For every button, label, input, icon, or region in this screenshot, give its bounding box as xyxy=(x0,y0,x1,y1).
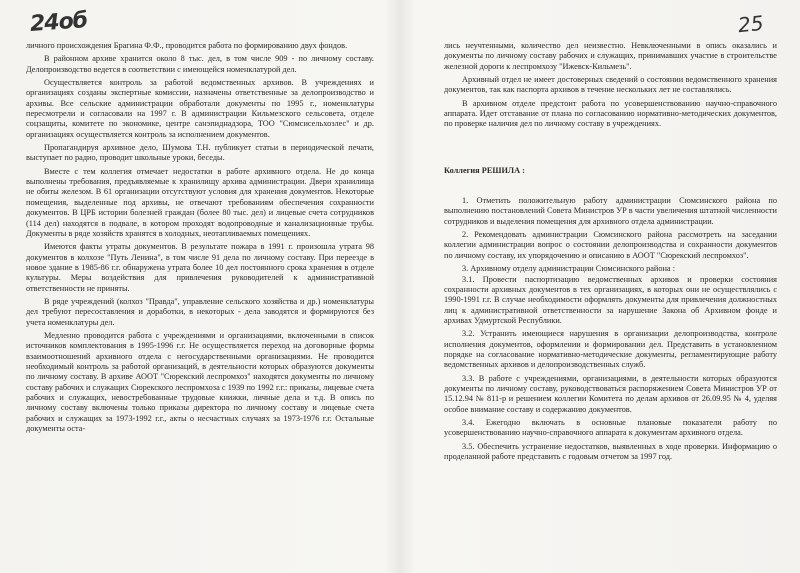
paragraph: В ряде учреждений (колхоз "Правда", управление сельского хозяйства и др.) номенклатуры дел требуют пересоставления и доработки, в некоторых - дела заводятся и формируются без учета номенклатуры дел. xyxy=(26,296,374,327)
resolution-item: 3. Архивному отделу администрации Сюмсинского района : xyxy=(462,264,675,274)
paragraph: Имеются факты утраты документов. В результате пожара в 1991 г. произошла утрата 98 документов в колхозе "Путь Ленина", в том числе 91 дела по личному составу. При переезде в новое здание в 1985-86 г.г. обнаружена утрата более 10 дел постоянного срока хранения в отделе культуры. Меры воздействия для привлечения руководителей к административной ответственности не приняты. xyxy=(26,242,374,293)
paragraph: Вместе с тем коллегия отмечает недостатки в работе архивного отдела. Не до конца выполнены требования, предъявляемые к хранилищу архива администрации. Двери хранилища не обиты железом. В 61 организации отсутствуют условия для хранения документов. Некоторые помещения, выделенные под архивы, не отвечают требованиям обеспечения сохранности документов. В ЦРБ истории болезней граждан (более 80 тыс. дел) и лицевые счета сотрудников (114 дел) находятся в подвале, в котором проходят водопроводные и канализационные трубы. Документы в ряде хозяйств хранятся в холодных, неотапливаемых помещениях. xyxy=(26,166,374,238)
resolution-item: 3.2. Устранить имеющиеся нарушения в организации делопроизводства, контроле исполнения документов, оформлении и формировании дел. Представить в установленном порядке на согласование нормативно-методические документы, регламентирующие работу ведомственных архивов и делопроизводственных служб. xyxy=(444,329,777,370)
paragraph: лись неучтенными, количество дел неизвестно. Невключенными в опись оказались и документы по личному составу рабочих и служащих, принимавших участие в строительстве железной дороги к леспромхозу "Ижевск-Кильмезь". xyxy=(444,41,777,71)
paragraph: личного происхождения Брагина Ф.Ф., проводится работа по формированию двух фондов. xyxy=(26,41,348,50)
resolution-item: 1. Отметить положительную работу администрации Сюмсинского района по выполнению постановлений Совета Министров УР в части увеличения штатной численности сотрудников и выделения помещения для архивного отдела администрации. xyxy=(444,196,777,226)
resolution-item: 3.5. Обеспечить устранение недостатков, выявленных в ходе проверки. Информацию о проделанной работе представить с годовым отчетом за 1997 год. xyxy=(444,441,777,461)
resolution-item: 3.4. Ежегодно включать в основные плановые показатели работу по усовершенствованию научно-справочного аппарата к документам архивного отдела. xyxy=(444,417,777,438)
paragraph: Медленно проводится работа с учреждениями и организациями, включенными в список источников комплектования в 1995-1996 г.г. Не осуществляется переход на договорные формы взаимоотношений архивного отдела с негосударственными организациями. Не проводится необходимый контроль за работой организаций, в деятельности которых образуются документы по личному составу. В архиве АООТ "Сюрекский леспромхоз" находятся документы по личному составу рабочих и служащих Сюрекского леспромхоза с 1939 по 1992 г.г.: приказы, лицевые счета рабочих и служащих, невостребованные трудовые книжки, личные дела и т.д. В опись по личному составу включены только приказы директора по личному составу и лицевые счета рабочих и служащих за 1973-1992 г.г., акты о несчастных случаях за 1973-1976 г.г. Остальные документы оста- xyxy=(26,330,374,434)
paragraph: Осуществляется контроль за работой ведомственных архивов. В учреждениях и организациях созданы экспертные комиссии, назначены ответственные за делопроизводство и архивы. Все сельские администрации обработали документы по 1995 г., номенклатуры пересмотрели и согласовали на 1997 г. В администрации Кильмезского сельсовета, отделе соцзащиты, комитете по экономике, центре санэпиднадзора, ТОО "Сюмсисельхозлес" и др. организациях осуществляется контроль за исполнением документов. xyxy=(26,78,374,139)
resolution-item: 3.1. Провести паспортизацию ведомственных архивов и проверки состояния сохранности архивных документов в тех организациях, в которых они не осуществлялись с 1990-1991 г.г. В случае необходимости оформлять документы для привлечения должностных лиц к административной ответственности за нарушение Закона об Архивном фонде и архивах Удмуртской Республики. xyxy=(444,274,777,325)
paragraph: Пропагандируя архивное дело, Шумова Т.Н. публикует статьи в периодической печати, выступает по радио, проводит школьные уроки, беседы. xyxy=(26,143,374,163)
left-text-column xyxy=(26,41,374,434)
paragraph: В архивном отделе предстоит работа по усовершенствованию научно-справочного аппарата. Идет отставание от плана по согласованию нормативно-методических документов, по проверке наличия дел по личному составу в учреждениях. xyxy=(444,98,777,129)
paragraph: В районном архиве хранится около 8 тыс. дел, в том числе 909 - по личному составу. Делопроизводство ведется в соответствии с имеющейся номенклатурой дел. xyxy=(26,54,374,74)
resolution-heading: Коллегия РЕШИЛА : xyxy=(444,165,525,175)
resolution-item: 2. Рекомендовать администрации Сюмсинского района рассмотреть на заседании коллегии администрации вопрос о состоянии делопроизводства и сохранности документов по личному составу, их упорядочению и описанию в АООТ "Сюрекский леспромхоз". xyxy=(444,230,777,260)
handwritten-page-number-right: 25 xyxy=(736,10,765,38)
resolution-item: 3.3. В работе с учреждениями, организациями, в деятельности которых образуются документы по личному составу, руководствоваться распоряжением Совета Министров УР от 15.12.94 № 811-р и решением коллегии Комитета по делам архивов от 26.09.95 № 4, уделяя особое внимание составу и содержанию документов. xyxy=(444,373,777,414)
right-text-column xyxy=(444,41,777,462)
handwritten-page-number-left: 24об xyxy=(29,8,88,37)
paragraph: Архивный отдел не имеет достоверных сведений о состоянии ведомственного хранения документов, так как паспорта архивов в течение нескольких лет не составлялись. xyxy=(444,75,777,95)
